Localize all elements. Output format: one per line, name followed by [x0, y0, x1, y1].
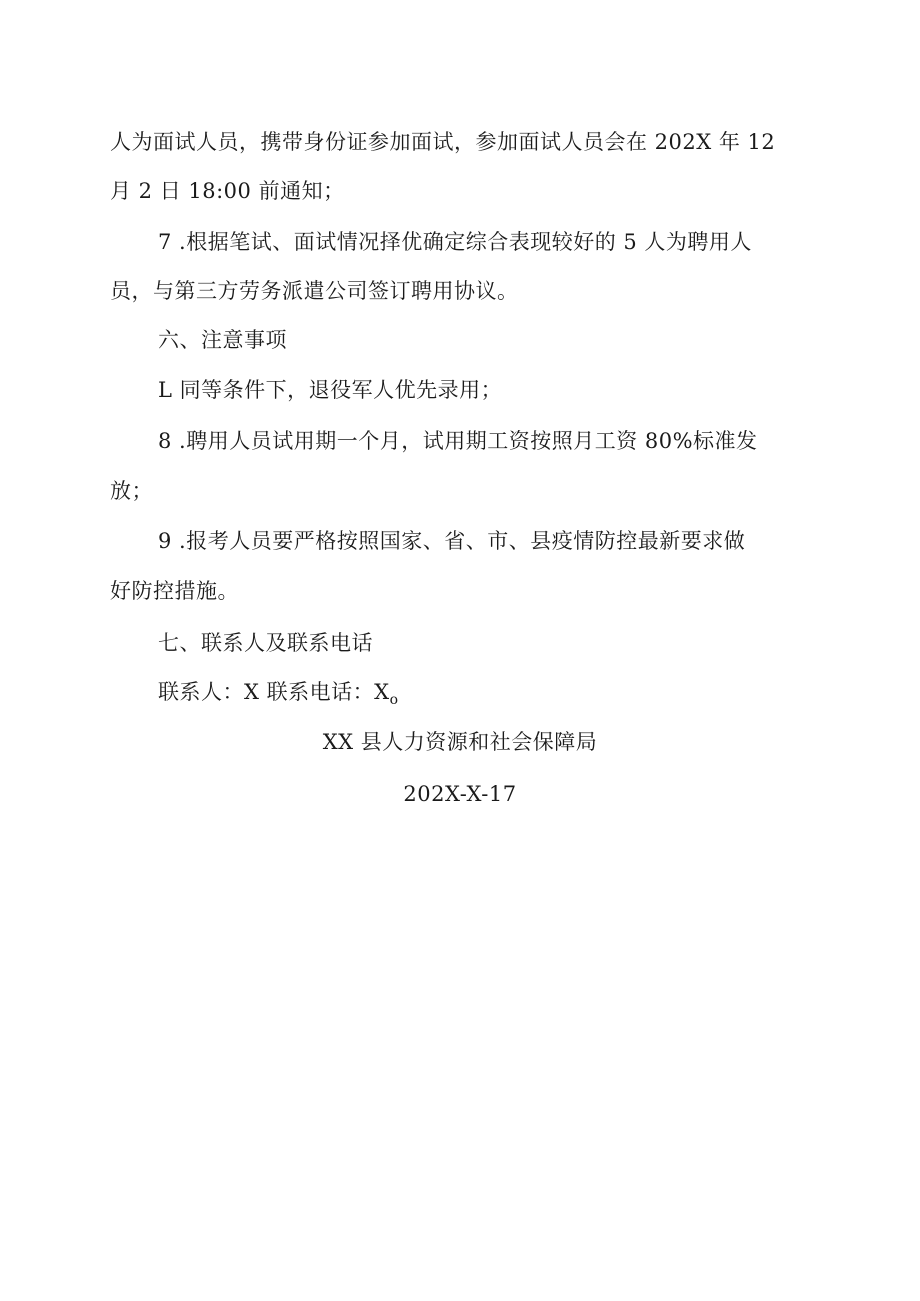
issue-date: 202X-X-17	[403, 782, 517, 806]
section-6-heading: 六、注意事项	[158, 328, 287, 352]
interview-paragraph-line-1: 人为面试人员，携带身份证参加面试，参加面试人员会在 202X 年 12	[110, 130, 776, 154]
item-7-line-1: 7 .根据笔试、面试情况择优确定综合表现较好的 5 人为聘用人	[158, 230, 752, 254]
interview-paragraph-line-2: 月 2 日 18:00 前通知；	[110, 179, 345, 203]
item-7-line-2: 员，与第三方劳务派遣公司签订聘用协议。	[110, 279, 519, 303]
item-9-line-2: 好防控措施。	[110, 579, 239, 603]
contact-line	[158, 677, 399, 715]
item-l: L 同等条件下，退役军人优先录用；	[158, 378, 503, 402]
item-9-line-1: 9 .报考人员要严格按照国家、省、市、县疫情防控最新要求做	[158, 529, 746, 553]
item-8-line-2: 放；	[110, 479, 153, 503]
item-8-line-1: 8 .聘用人员试用期一个月，试用期工资按照月工资 80%标准发	[158, 429, 758, 453]
contact-text: 联系人：X 联系电话：X	[158, 680, 390, 704]
contact-subscript: o	[389, 692, 399, 708]
issuer-name: XX 县人力资源和社会保障局	[322, 730, 598, 754]
section-7-heading: 七、联系人及联系电话	[158, 631, 373, 655]
